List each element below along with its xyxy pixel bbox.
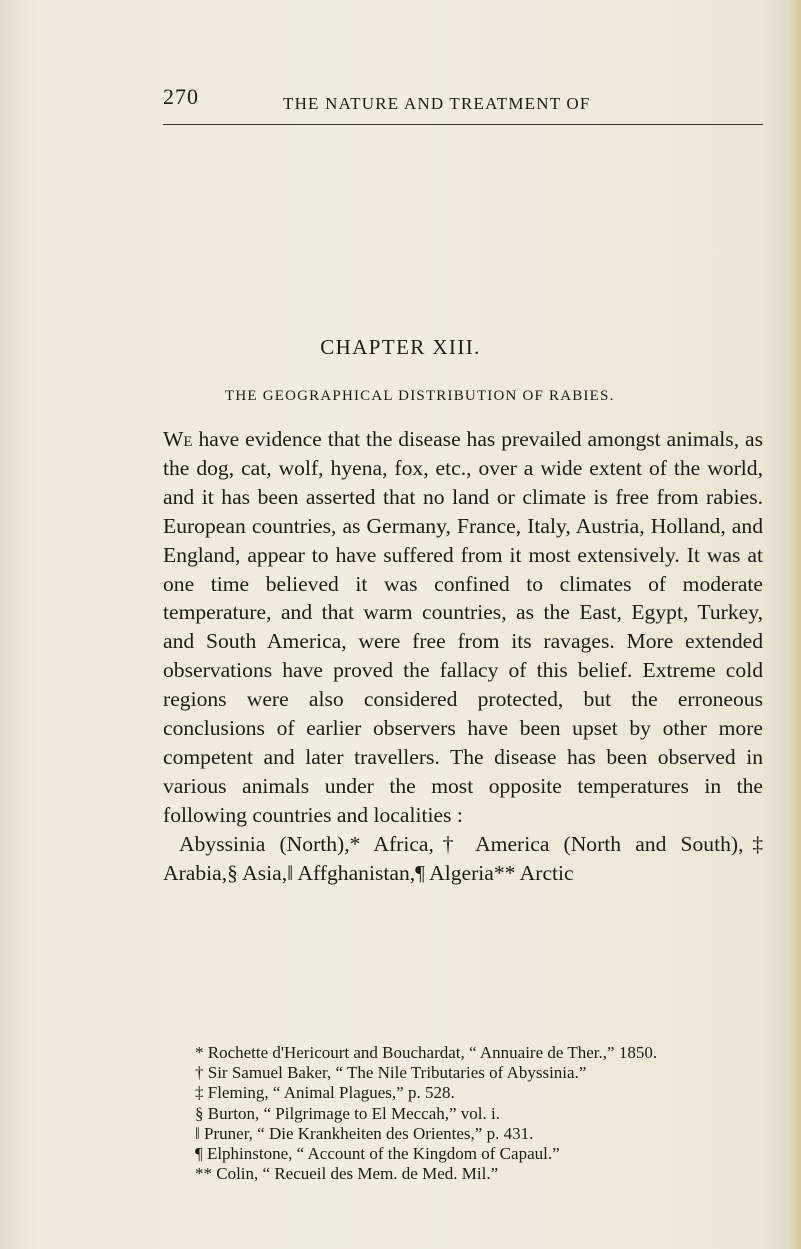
footnote-mark: ¶: [195, 1144, 203, 1164]
page-edge-shadow: [789, 0, 801, 1249]
footnote-text: Burton, “ Pilgrimage to El Meccah,” vol. i.: [207, 1103, 500, 1123]
footnote-text: Sir Samuel Baker, “ The Nile Tributaries of Abyssinia.”: [207, 1063, 587, 1083]
paragraph-1-text: have evidence that the disease has prevailed amongst animals, as the dog, cat, wolf, hyena, fox, etc., over a wide extent of the world, and it has been asserted that no land or climate is free from rabies. European countries, as Germany, France, Italy, Austria, Holland, and England, appear to have suffered from it most extensively. It was at one time believed it was confined to climates of moderate temperature, and that warm countries, as the East, Egypt, Turkey, and South America, were free from its ravages. More extended observations have proved the fallacy of this belief. Extreme cold regions were also considered protected, but the erroneous conclusions of earlier observers have been upset by other more competent and later travellers. The disease has been observed in various animals under the most opposite temperatures in the following countries and localities :: [163, 427, 763, 827]
paragraph-lead-word: We: [163, 427, 193, 451]
page-header: [163, 84, 763, 124]
footnote: [163, 1083, 763, 1103]
footnote-text: Rochette d'Hericourt and Bouchardat, “ Annuaire de Ther.,” 1850.: [207, 1043, 658, 1062]
running-title: THE NATURE AND TREATMENT OF: [283, 94, 591, 113]
footnote: [163, 1164, 763, 1184]
footnote-mark: †: [195, 1063, 204, 1083]
chapter-title: CHAPTER XIII.: [320, 335, 481, 359]
footnote: [163, 1043, 763, 1063]
section-title: THE GEOGRAPHICAL DISTRIBUTION OF RABIES.: [225, 388, 615, 404]
footnote-mark: ‖: [195, 1123, 200, 1143]
page-number: 270: [163, 84, 199, 109]
footnote-mark: *: [195, 1043, 204, 1062]
footnote-mark: ‡: [195, 1083, 204, 1103]
footnote: [163, 1124, 763, 1144]
body-text: [163, 425, 763, 888]
paragraph-1: [163, 425, 763, 830]
footnote-text: Elphinstone, “ Account of the Kingdom of Capaul.”: [206, 1144, 560, 1164]
footnote-mark: **: [195, 1164, 212, 1184]
footnotes: [163, 1043, 763, 1184]
footnote: [163, 1063, 763, 1083]
footnote-text: Colin, “ Recueil des Mem. de Med. Mil.”: [216, 1164, 499, 1184]
footnote-text: Fleming, “ Animal Plagues,” p. 528.: [207, 1083, 455, 1103]
header-rule: [163, 124, 763, 125]
footnote: [163, 1144, 763, 1164]
footnote-text: Pruner, “ Die Krankheiten des Orientes,” p. 431.: [204, 1123, 534, 1143]
footnote: [163, 1104, 763, 1124]
footnote-mark: §: [195, 1103, 204, 1123]
paragraph-2: Abyssinia (North),* Africa,† America (North and South),‡ Arabia,§ Asia,‖ Affghanistan,¶ Algeria** Arctic: [163, 831, 763, 885]
